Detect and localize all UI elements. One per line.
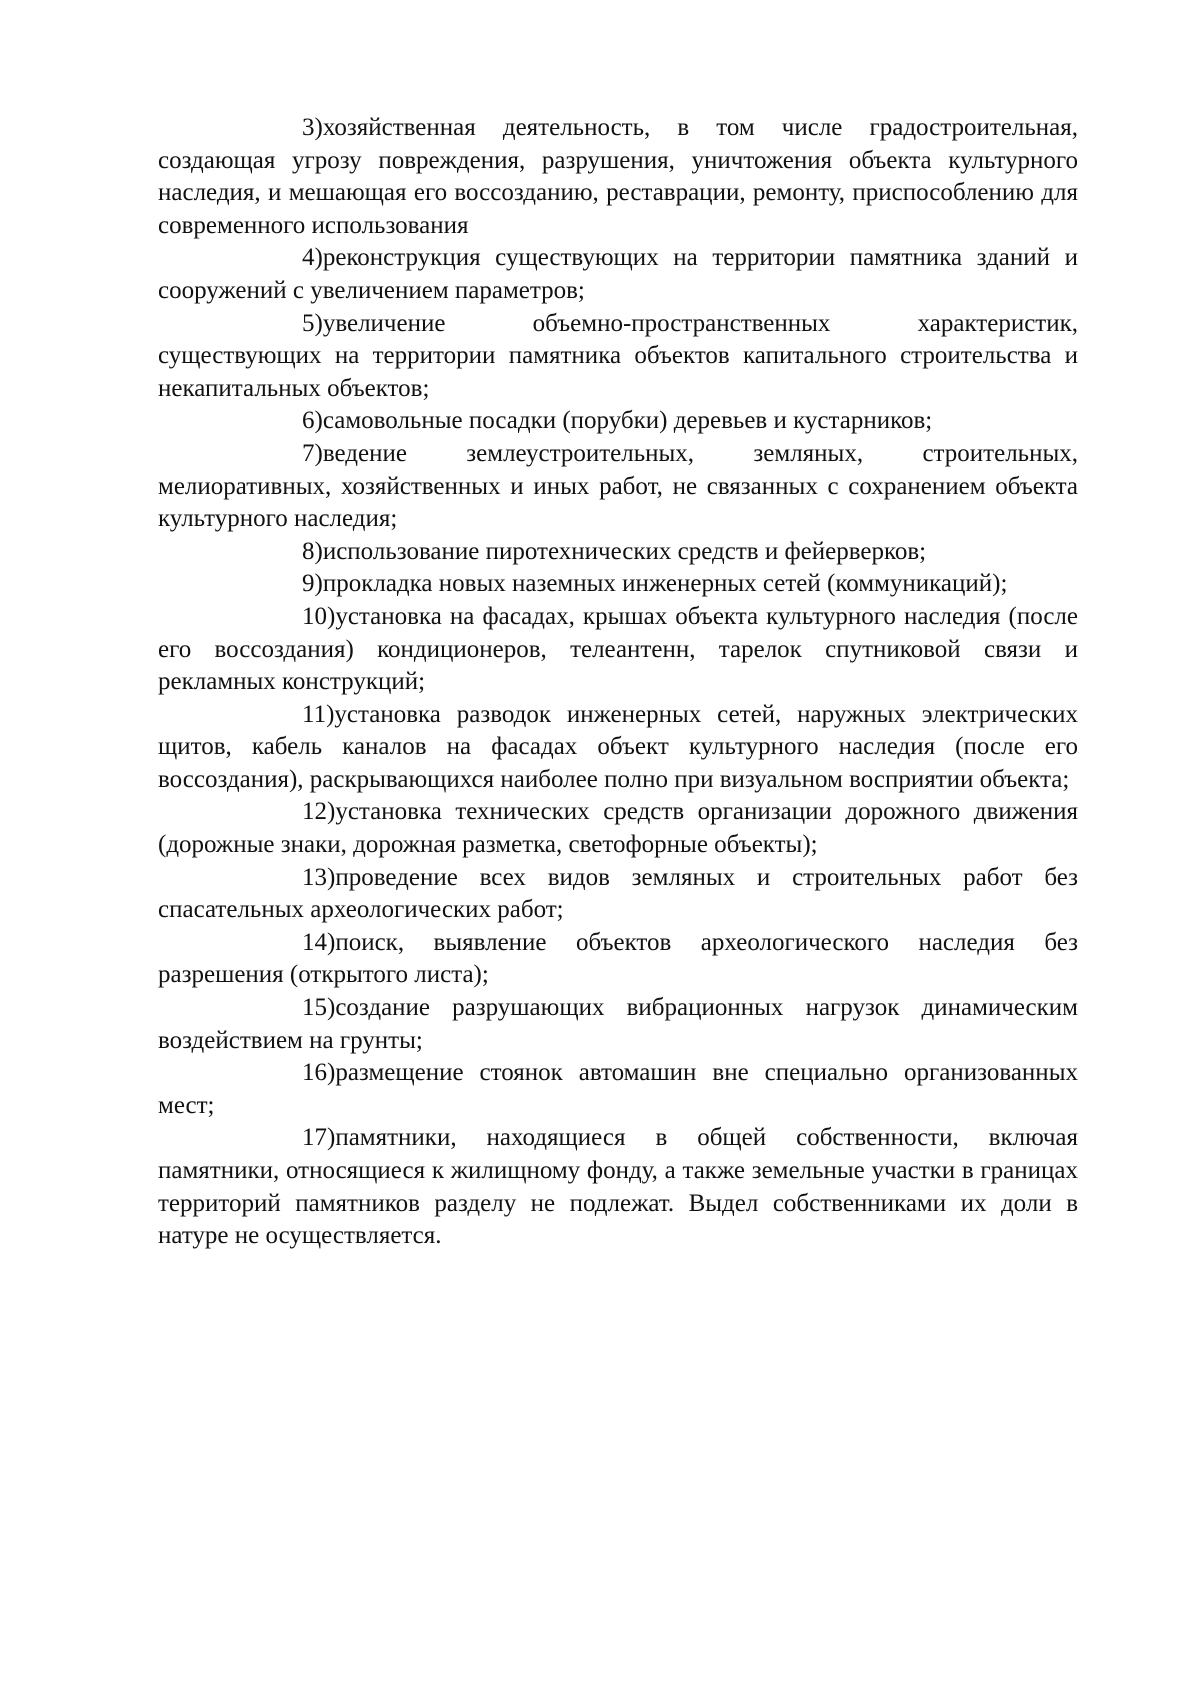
list-item — [158, 405, 1078, 438]
item-number: 7) — [302, 439, 323, 467]
item-text: установка разводок инженерных сетей, наружных электрических щитов, кабель каналов на фасадах объект культурного наследия (после его воссоздания), раскрывающихся наиболее полно при визуальном восприятии объекта; — [158, 700, 1078, 793]
list-item — [158, 308, 1078, 406]
item-number: 4) — [302, 244, 323, 272]
list-item — [158, 242, 1078, 307]
item-text: проведение всех видов земляных и строительных работ без спасательных археологических работ; — [158, 863, 1078, 924]
item-number: 5) — [302, 309, 323, 337]
list-item — [158, 699, 1078, 797]
item-number: 16) — [302, 1059, 336, 1087]
list-item — [158, 438, 1078, 536]
list-item — [158, 992, 1078, 1057]
item-number: 6) — [302, 407, 323, 435]
item-text: установка на фасадах, крышах объекта культурного наследия (после его воссоздания) кондиционеров, телеантенн, тарелок спутниковой связи и рекламных конструкций; — [158, 602, 1078, 696]
list-item — [158, 601, 1078, 699]
item-number: 11) — [302, 700, 335, 728]
item-text: прокладка новых наземных инженерных сетей (коммуникаций); — [322, 570, 1008, 598]
item-text: использование пиротехнических средств и фейерверков; — [322, 537, 927, 565]
item-number: 9) — [302, 570, 323, 598]
list-item — [158, 1122, 1078, 1252]
item-number: 14) — [302, 928, 336, 956]
item-text: хозяйственная деятельность, в том числе градостроительная, создающая угрозу повреждения, разрушения, уничтожения объекта культурного наследия, и мешающая его воссозданию, реставрации, ремонту, приспособлению для современного использования — [158, 114, 1078, 239]
list-item — [158, 112, 1078, 242]
item-text: размещение стоянок автомашин вне специально организованных мест; — [158, 1059, 1078, 1119]
item-text: памятники, находящиеся в общей собственности, включая памятники, относящиеся к жилищному фонду, а также земельные участки в границах территорий памятников разделу не подлежат. Выдел собственниками их доли в натуре не осуществляется. — [158, 1124, 1078, 1250]
list-item — [158, 796, 1078, 861]
list-item — [158, 862, 1078, 927]
item-text: реконструкция существующих на территории памятника зданий и сооружений с увеличением параметров; — [158, 244, 1078, 304]
item-number: 3) — [302, 114, 323, 141]
item-text: создание разрушающих вибрационных нагрузок динамическим воздействием на грунты; — [158, 994, 1078, 1054]
item-text: увеличение объемно-пространственных характеристик, существующих на территории памятника объектов капитального строительства и некапитальных объектов; — [158, 309, 1078, 402]
item-text: самовольные посадки (порубки) деревьев и кустарников; — [322, 407, 933, 435]
item-number: 15) — [302, 994, 336, 1022]
item-number: 13) — [302, 863, 336, 891]
list-item — [158, 1057, 1078, 1122]
item-number: 12) — [302, 798, 336, 826]
item-number: 10) — [302, 602, 336, 630]
item-text: поиск, выявление объектов археологического наследия без разрешения (открытого листа); — [158, 928, 1078, 989]
list-item — [158, 927, 1078, 992]
item-text: ведение землеустроительных, земляных, строительных, мелиоративных, хозяйственных и иных работ, не связанных с сохранением объекта культурного наследия; — [158, 439, 1078, 533]
restrictions-list — [158, 112, 1078, 1253]
item-number: 8) — [302, 537, 323, 565]
list-item — [158, 536, 1078, 569]
item-number: 17) — [302, 1124, 336, 1152]
item-text: установка технических средств организации дорожного движения (дорожные знаки, дорожная разметка, светофорные объекты); — [158, 798, 1078, 859]
list-item — [158, 568, 1078, 601]
